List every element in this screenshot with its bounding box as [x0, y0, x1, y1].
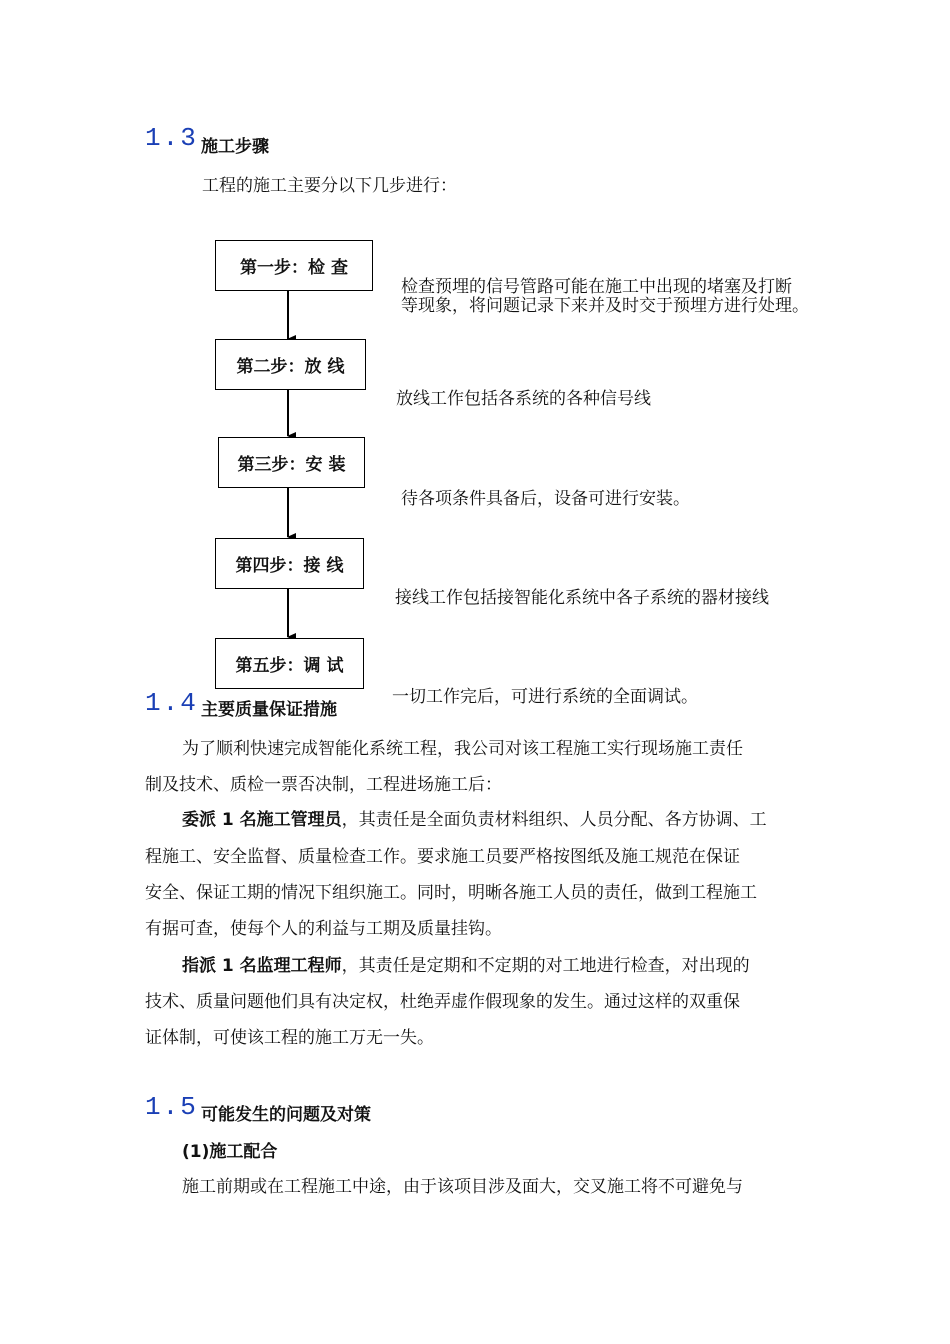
- step-box-1: 第一步：检 查: [215, 240, 373, 291]
- paragraph-line: 施工前期或在工程施工中途，由于该项目涉及面大，交叉施工将不可避免与: [182, 1177, 743, 1197]
- step-box-4: 第四步：接 线: [215, 538, 364, 589]
- step-box-3: 第三步：安 装: [218, 437, 365, 488]
- paragraph-line: 为了顺利快速完成智能化系统工程，我公司对该工程施工实行现场施工责任: [182, 739, 743, 759]
- paragraph-intro: 工程的施工主要分以下几步进行：: [202, 176, 457, 196]
- section-number: 1.3: [145, 123, 198, 153]
- emphasis-text: 指派 1 名监理工程师: [182, 956, 342, 976]
- step-5-desc: 一切工作完后，可进行系统的全面调试。: [392, 687, 698, 707]
- paragraph-line: 有据可查，使每个人的利益与工期及质量挂钩。: [145, 919, 502, 939]
- paragraph-line: 证体制，可使该工程的施工万无一失。: [145, 1028, 434, 1048]
- subsection-title: (1)施工配合: [182, 1142, 278, 1162]
- section-title: 主要质量保证措施: [201, 700, 337, 720]
- paragraph-line: 安全、保证工期的情况下组织施工。同时，明晰各施工人员的责任，做到工程施工: [145, 883, 757, 903]
- paragraph-line: 委派 1 名施工管理员，其责任是全面负责材料组织、人员分配、各方协调、工: [182, 810, 767, 830]
- section-title: 可能发生的问题及对策: [201, 1105, 371, 1125]
- section-number: 1.4: [145, 688, 198, 718]
- step-4-desc: 接线工作包括接智能化系统中各子系统的器材接线: [395, 588, 769, 608]
- step-3-desc: 待各项条件具备后，设备可进行安装。: [401, 489, 690, 509]
- paragraph-line: 程施工、安全监督、质量检查工作。要求施工员要严格按图纸及施工规范在保证: [145, 847, 740, 867]
- paragraph-line: 技术、质量问题他们具有决定权，杜绝弄虚作假现象的发生。通过这样的双重保: [145, 992, 740, 1012]
- paragraph-line: 指派 1 名监理工程师，其责任是定期和不定期的对工地进行检查，对出现的: [182, 956, 750, 976]
- section-number: 1.5: [145, 1092, 198, 1122]
- step-box-2: 第二步：放 线: [215, 339, 366, 390]
- step-1-desc-line1: 检查预埋的信号管路可能在施工中出现的堵塞及打断: [401, 277, 792, 297]
- step-1-desc-line2: 等现象，将问题记录下来并及时交于预埋方进行处理。: [401, 296, 809, 316]
- section-title: 施工步骤: [201, 137, 269, 157]
- step-2-desc: 放线工作包括各系统的各种信号线: [396, 389, 651, 409]
- paragraph-line: 制及技术、质检一票否决制，工程进场施工后：: [145, 775, 502, 795]
- step-box-5: 第五步：调 试: [215, 638, 364, 689]
- emphasis-text: 委派 1 名施工管理员: [182, 810, 342, 830]
